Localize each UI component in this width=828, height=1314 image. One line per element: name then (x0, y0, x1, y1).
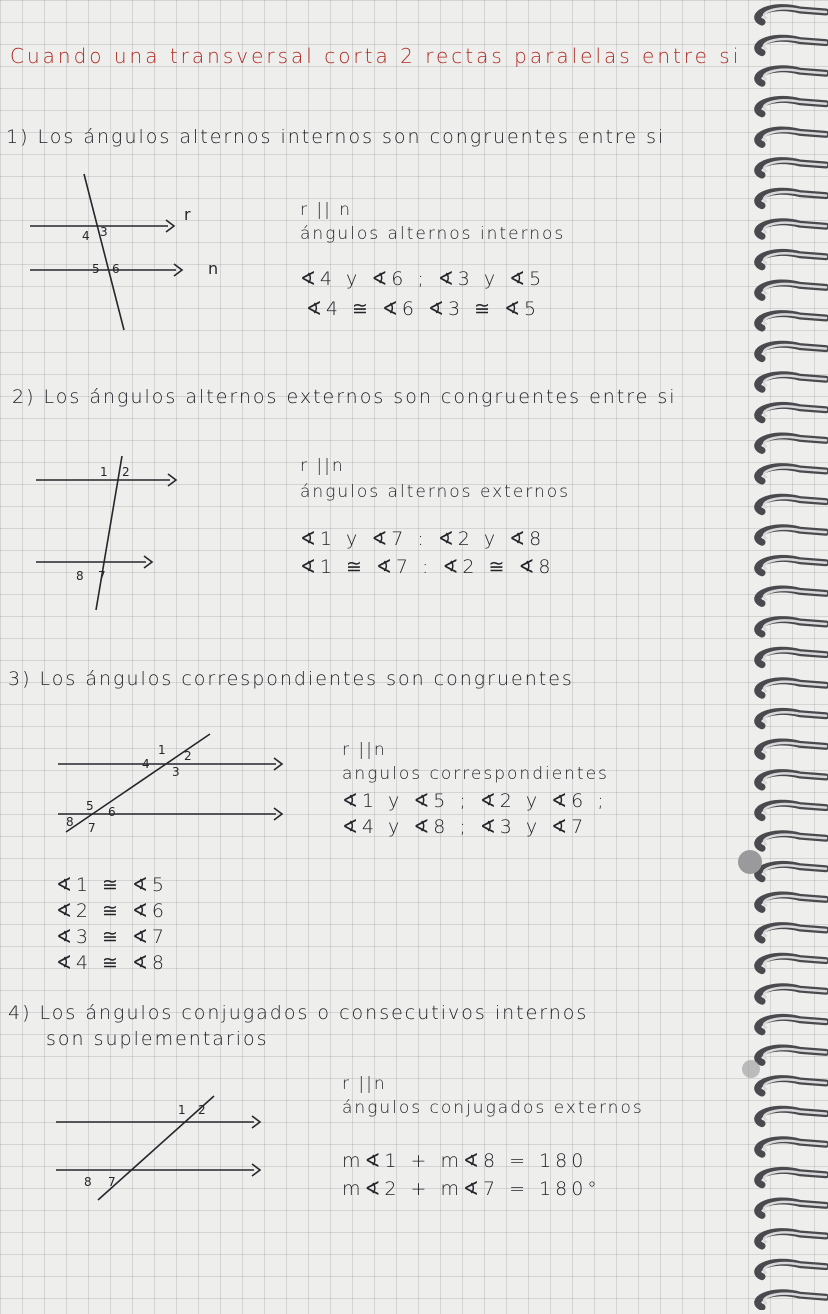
angle-label-2: 2 (198, 1103, 206, 1117)
angle-label-4: 4 (82, 229, 90, 243)
section-3-pairs-a: ∢1 y ∢5 ; ∢2 y ∢6 ; (342, 790, 608, 812)
section-3-parallel: r ||n (342, 740, 387, 760)
angle-label-7: 7 (98, 569, 106, 583)
section-4-heading: 4) Los ángulos conjugados o consecutivos internos (8, 1002, 589, 1024)
angle-label-7: 7 (108, 1175, 116, 1189)
angle-label-8: 8 (66, 815, 74, 829)
section-4-sum-1-8: m∢1 + m∢8 = 180 (342, 1150, 588, 1172)
angle-label-3: 3 (100, 225, 108, 239)
binder-hole (742, 1060, 760, 1078)
section-2-congruence: ∢1 ≅ ∢7 : ∢2 ≅ ∢8 (300, 556, 555, 578)
section-2-parallel: r ||n (300, 456, 345, 476)
section-2-heading: 2) Los ángulos alternos externos son congruentes entre si (12, 386, 677, 408)
angle-label-8: 8 (76, 569, 84, 583)
section-4-sum-2-7: m∢2 + m∢7 = 180° (342, 1178, 601, 1200)
spiral-binding (740, 0, 828, 1310)
section-1-pairs: ∢4 y ∢6 ; ∢3 y ∢5 (300, 268, 546, 290)
section-1-figure (28, 170, 228, 340)
congruence-3-7: ∢3 ≅ ∢7 (56, 926, 169, 948)
spiral-coils (740, 0, 828, 1310)
angle-label-6: 6 (112, 262, 120, 276)
section-3-figure (56, 728, 306, 838)
section-1-subtitle: ángulos alternos internos (300, 224, 566, 244)
angle-label-3: 3 (172, 765, 180, 779)
transversal (96, 456, 122, 610)
section-4-heading-line2: son suplementarios (46, 1028, 269, 1050)
section-4-subtitle: ángulos conjugados externos (342, 1098, 644, 1118)
congruence-4-8: ∢4 ≅ ∢8 (56, 952, 169, 974)
section-2-pairs: ∢1 y ∢7 : ∢2 y ∢8 (300, 528, 546, 550)
angle-label-1: 1 (158, 743, 166, 757)
line-label-n: n (208, 259, 219, 278)
section-3-pairs-b: ∢4 y ∢8 ; ∢3 y ∢7 (342, 816, 588, 838)
section-1-parallel: r || n (300, 200, 353, 220)
angle-label-2: 2 (122, 465, 130, 479)
angle-label-2: 2 (184, 749, 192, 763)
angle-label-8: 8 (84, 1175, 92, 1189)
line-label-r: r (184, 205, 191, 224)
binder-hole (738, 850, 762, 874)
angle-label-1: 1 (100, 465, 108, 479)
section-2-subtitle: ángulos alternos externos (300, 482, 571, 502)
page-title: Cuando una transversal corta 2 rectas paralelas entre si (10, 44, 742, 68)
section-3-subtitle: angulos correspondientes (342, 764, 609, 784)
section-1-heading: 1) Los ángulos alternos internos son congruentes entre si (6, 126, 666, 148)
congruence-1-5: ∢1 ≅ ∢5 (56, 874, 169, 896)
congruence-2-6: ∢2 ≅ ∢6 (56, 900, 169, 922)
transversal (84, 174, 124, 330)
section-4-parallel: r ||n (342, 1074, 387, 1094)
angle-label-7: 7 (88, 821, 96, 835)
angle-label-4: 4 (142, 757, 150, 771)
section-1-congruence: ∢4 ≅ ∢6 ∢3 ≅ ∢5 (306, 298, 541, 320)
section-4-figure (54, 1092, 284, 1212)
angle-label-6: 6 (108, 805, 116, 819)
section-2-figure (34, 452, 214, 622)
section-3-heading: 3) Los ángulos correspondientes son congruentes (8, 668, 574, 690)
angle-label-1: 1 (178, 1103, 186, 1117)
angle-label-5: 5 (92, 262, 100, 276)
angle-label-5: 5 (86, 799, 94, 813)
